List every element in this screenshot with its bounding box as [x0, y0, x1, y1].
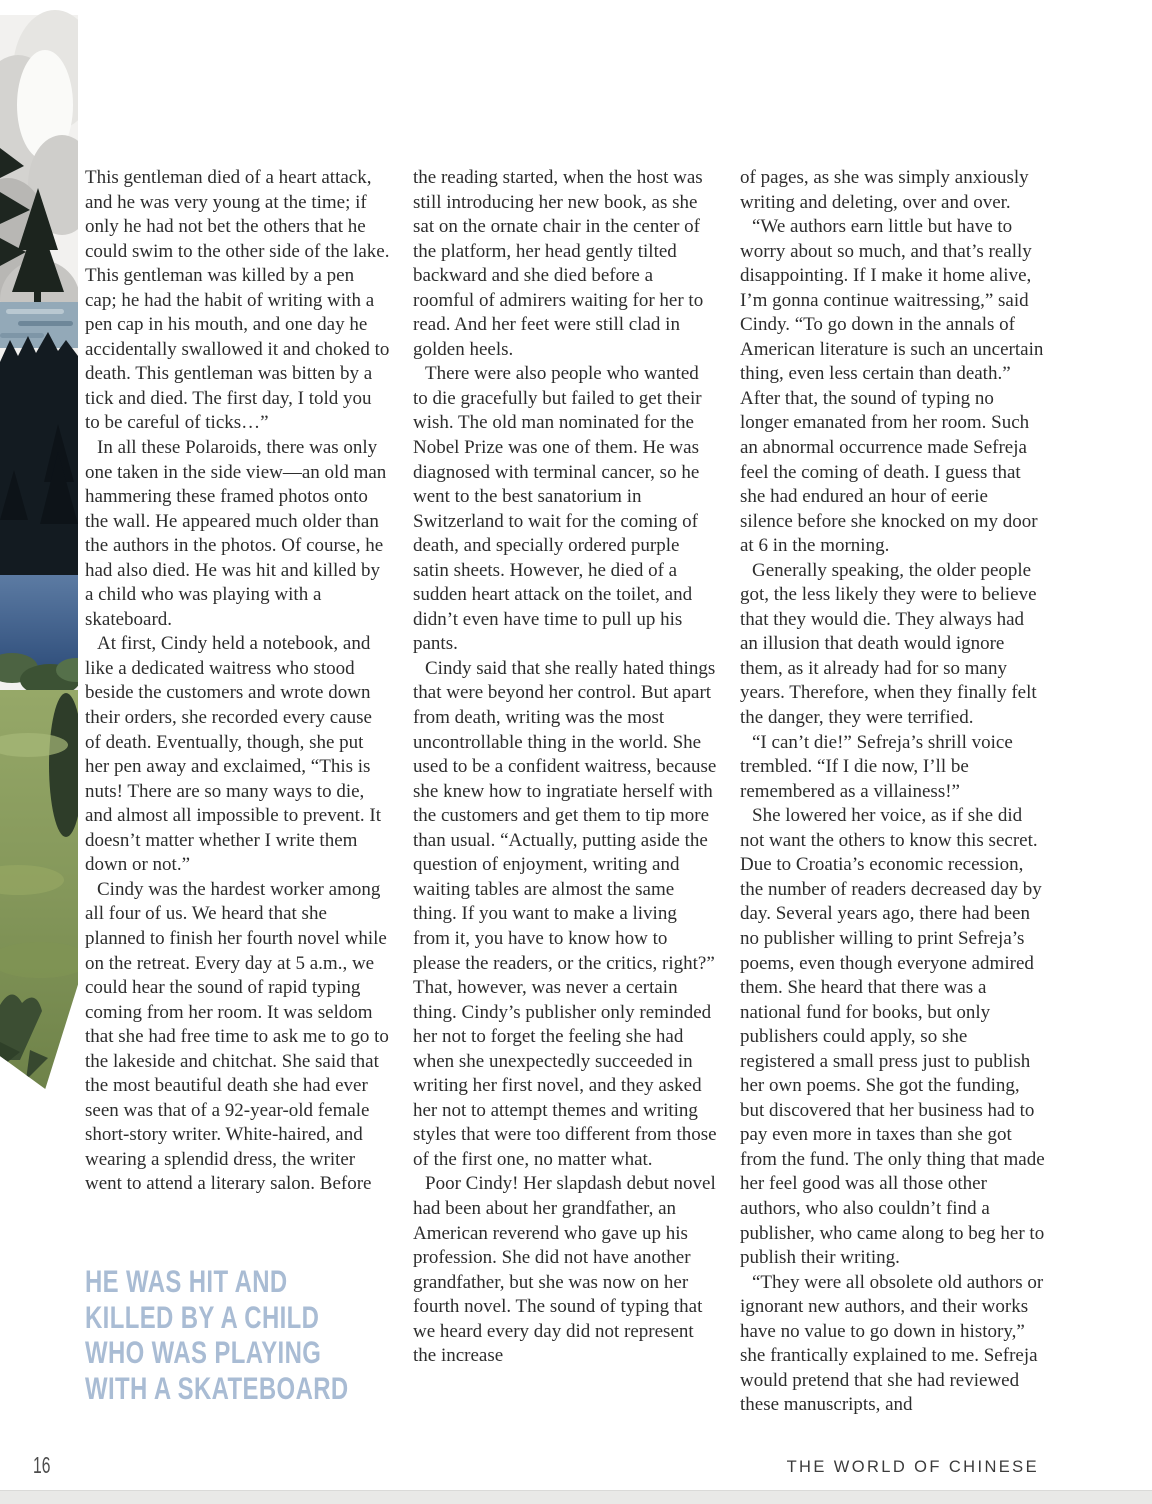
paragraph: of pages, as she was simply anxiously writing and deleting, over and over.	[740, 167, 1029, 213]
pull-quote-line: KILLED BY A CHILD	[85, 1298, 320, 1335]
page-bottom-edge	[0, 1490, 1152, 1504]
pull-quote	[85, 1264, 349, 1406]
pull-quote-line: WITH A SKATEBOARD	[85, 1369, 349, 1406]
paragraph: “We authors earn little but have to worry about so much, and that’s really disappointing. If I make it home alive, I’m gonna continue waitressing,” said Cindy. “To go down in the annals of American literature is such an uncertain thing, even less certain than death.” After that, the sound of typing no longer emanated from her room. Such an abnormal occurrence made Sefreja feel the coming of death. I guess that she had endured an hour of eerie silence before she knocked on my door at 6 in the morning.	[740, 216, 1044, 557]
paragraph: At first, Cindy held a notebook, and like a dedicated waitress who stood beside the customers and wrote down their orders, she recorded every cause of death. Eventually, though, she put her pen away and exclaimed, “This is nuts! There are so many ways to die, and almost all impossible to prevent. It doesn’t matter whether I write them down or not.”	[85, 633, 382, 876]
paragraph: “I can’t die!” Sefreja’s shrill voice trembled. “If I die now, I’ll be remembered as a villainess!”	[740, 731, 1013, 802]
paragraph: Cindy was the hardest worker among all four of us. We heard that she planned to finish her fourth novel while on the retreat. Every day at 5 a.m., we could hear the sound of rapid typing coming from her room. It was seldom that she had free time to ask me to go to the lakeside and chitchat. She said that the most beautiful death she had ever seen was that of a 92-year-old female short-story writer. White-haired, and wearing a splendid dress, the writer went to attend a literary salon. Before	[85, 878, 389, 1195]
landscape-illustration	[0, 0, 78, 1100]
text-column-1	[85, 166, 390, 1197]
paragraph: Cindy said that she really hated things that were beyond her control. But apart from death, writing was the most uncontrollable thing in the world. She used to be a confident waitress, because she knew how to ingratiate herself with the customers and get them to tip more than usual. “Actually, putting aside the question of enjoyment, writing and waiting tables are almost the same thing. If you want to make a living from it, you have to know how to please the readers, or the critics, right?” That, however, was never a certain thing. Cindy’s publisher only reminded her not to forget the feeling she had when she unexpectedly succeeded in writing her first novel, and they asked her not to attempt themes and writing styles that were too different from those of the first one, no matter what.	[413, 657, 717, 1170]
paragraph: There were also people who wanted to die gracefully but failed to get their wish. The old man nominated for the Nobel Prize was one of them. He was diagnosed with terminal cancer, so he went to the best sanatorium in Switzerland to wait for the coming of death, and specially ordered purple satin sheets. However, he died of a sudden heart attack on the toilet, and didn’t even have time to pull up his pants.	[413, 363, 702, 655]
paragraph: “They were all obsolete old authors or ignorant new authors, and their works have no value to go down in history,” she frantically explained to me. Sefreja would pretend that she had reviewed these manuscripts, and	[740, 1271, 1044, 1416]
landscape-illustration-canvas	[0, 0, 78, 1100]
text-column-3	[740, 166, 1045, 1418]
pull-quote-line: HE WAS HIT AND	[85, 1263, 288, 1299]
page-number: 16	[33, 1452, 51, 1478]
pull-quote-line: WHO WAS PLAYING	[85, 1334, 322, 1371]
paragraph: the reading started, when the host was still introducing her new book, as she sat on the ornate chair in the center of the platform, her head gently tilted backward and she died before a roomful of admirers waiting for her to read. And her feet were still clad in golden heels.	[413, 167, 704, 360]
paragraph: This gentleman died of a heart attack, and he was very young at the time; if only he had not bet the others that he could swim to the other side of the lake. This gentleman was killed by a pen cap; he had the habit of writing with a pen cap in his mouth, and one day he accidentally swallowed it and choked to death. This gentleman was bitten by a tick and died. The first day, I told you to be careful of ticks…”	[85, 167, 390, 434]
paragraph: Generally speaking, the older people got, the less likely they were to believe that they would die. They always had an illusion that death would ignore them, as it already had for so many years. Therefore, when they finally felt the danger, they were terrified.	[740, 559, 1037, 729]
magazine-name: THE WORLD OF CHINESE	[786, 1458, 1039, 1476]
text-column-2	[413, 166, 718, 1369]
paragraph: In all these Polaroids, there was only one taken in the side view—an old man hammering these framed photos onto the wall. He appeared much older than the authors in the photos. Of course, he had also died. He was hit and killed by a child who was playing with a skateboard.	[85, 437, 387, 630]
paragraph: She lowered her voice, as if she did not want the others to know this secret. Due to Croatia’s economic recession, the number of readers decreased day by day. Several years ago, there had been no publisher willing to print Sefreja’s poems, even though everyone admired them. She heard that there was a national fund for books, but only publishers could apply, so she registered a small press just to publish her own poems. She got the funding, but discovered that her business had to pay even more in taxes than she got from the fund. The only thing that made her feel good was all those other authors, who also couldn’t find a publisher, who came along to beg her to publish their writing.	[740, 805, 1045, 1269]
paragraph: Poor Cindy! Her slapdash debut novel had been about her grandfather, an American reverend who gave up his profession. She did not have another grandfather, but she was now on her fourth novel. The sound of typing that we heard every day did not represent the increase	[413, 1173, 716, 1367]
